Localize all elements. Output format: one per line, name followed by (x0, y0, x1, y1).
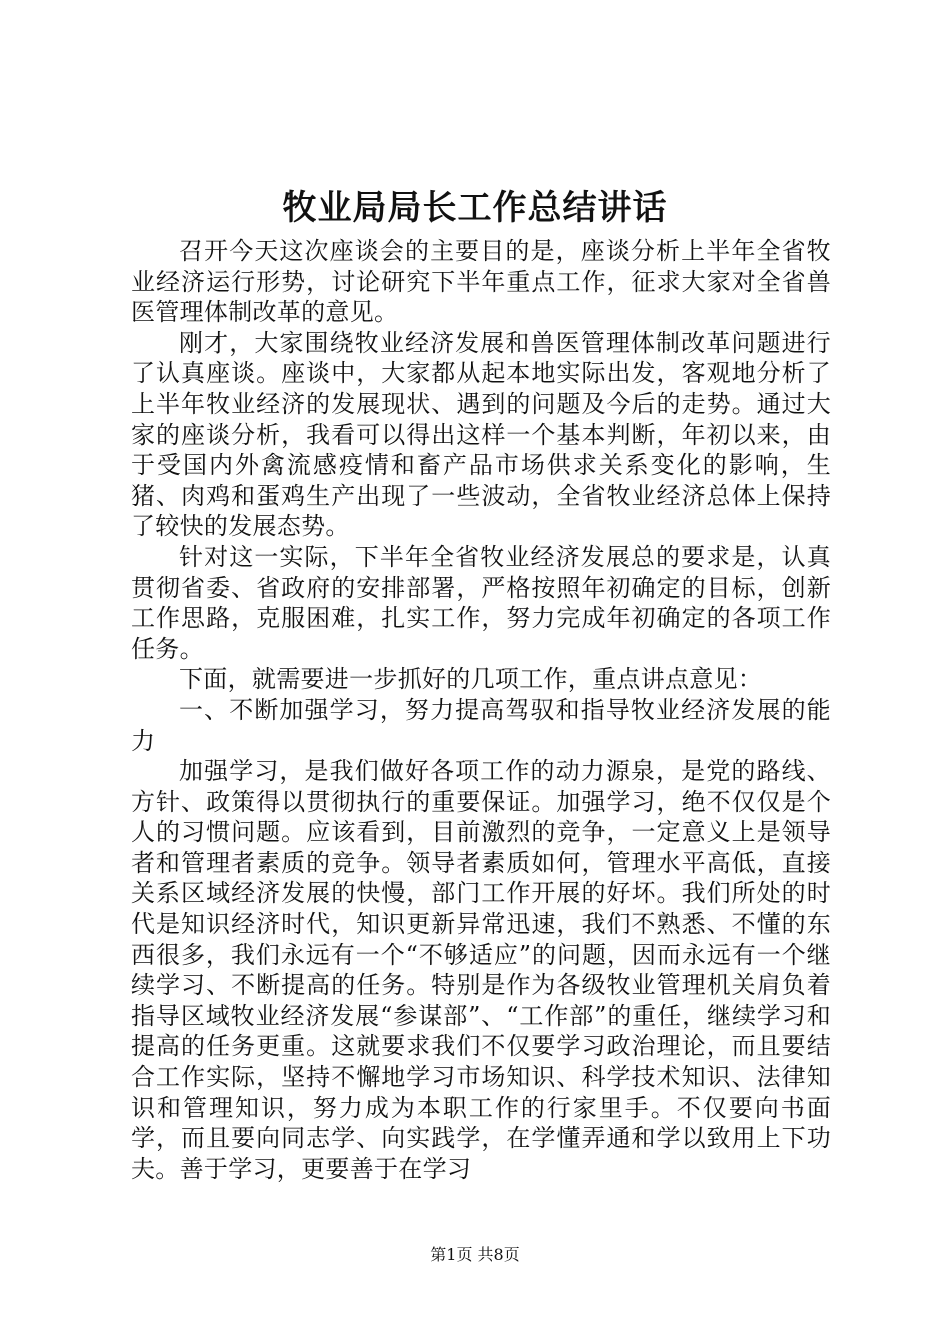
paragraph: 下面，就需要进一步抓好的几项工作，重点讲点意见： (179, 665, 763, 694)
section-heading: 一、不断加强学习，努力提高驾驭和指导牧业经济发展的能力 (131, 695, 831, 755)
document-body (131, 236, 831, 1184)
paragraph: 加强学习，是我们做好各项工作的动力源泉，是党的路线、方针、政策得以贯彻执行的重要保证。加强学习，绝不仅仅是个人的习惯问题。应该看到，目前激烈的竞争，一定意义上是领导者和管理者素质的竞争。领导者素质如何，管理水平高低，直接关系区域经济发展的快慢，部门工作开展的好坏。我们所处的时代是知识经济时代，知识更新异常迅速，我们不熟悉、不懂的东西很多，我们永远有一个“不够适应”的问题，因而永远有一个继续学习、不断提高的任务。特别是作为各级牧业管理机关肩负着指导区域牧业经济发展“参谋部”、“工作部”的重任，继续学习和提高的任务更重。这就要求我们不仅要学习政治理论，而且要结合工作实际，坚持不懈地学习市场知识、科学技术知识、法律知识和管理知识，努力成为本职工作的行家里手。不仅要向书面学，而且要向同志学、向实践学，在学懂弄通和学以致用上下功夫。善于学习，更要善于在学习 (131, 757, 831, 1183)
paragraph: 刚才，大家围绕牧业经济发展和兽医管理体制改革问题进行了认真座谈。座谈中，大家都从起本地实际出发，客观地分析了上半年牧业经济的发展现状、遇到的问题及今后的走势。通过大家的座谈分析，我看可以得出这样一个基本判断，年初以来，由于受国内外禽流感疫情和畜产品市场供求关系变化的影响，生猪、肉鸡和蛋鸡生产出现了一些波动，全省牧业经济总体上保持了较快的发展态势。 (131, 328, 831, 541)
page-footer: 第1页 共8页 (430, 1245, 520, 1264)
paragraph: 召开今天这次座谈会的主要目的是，座谈分析上半年全省牧业经济运行形势，讨论研究下半年重点工作，征求大家对全省兽医管理体制改革的意见。 (131, 237, 831, 327)
paragraph: 针对这一实际，下半年全省牧业经济发展总的要求是，认真贯彻省委、省政府的安排部署，严格按照年初确定的目标，创新工作思路，克服困难，扎实工作，努力完成年初确定的各项工作任务。 (131, 542, 831, 663)
document-title: 牧业局局长工作总结讲话 (282, 188, 668, 228)
